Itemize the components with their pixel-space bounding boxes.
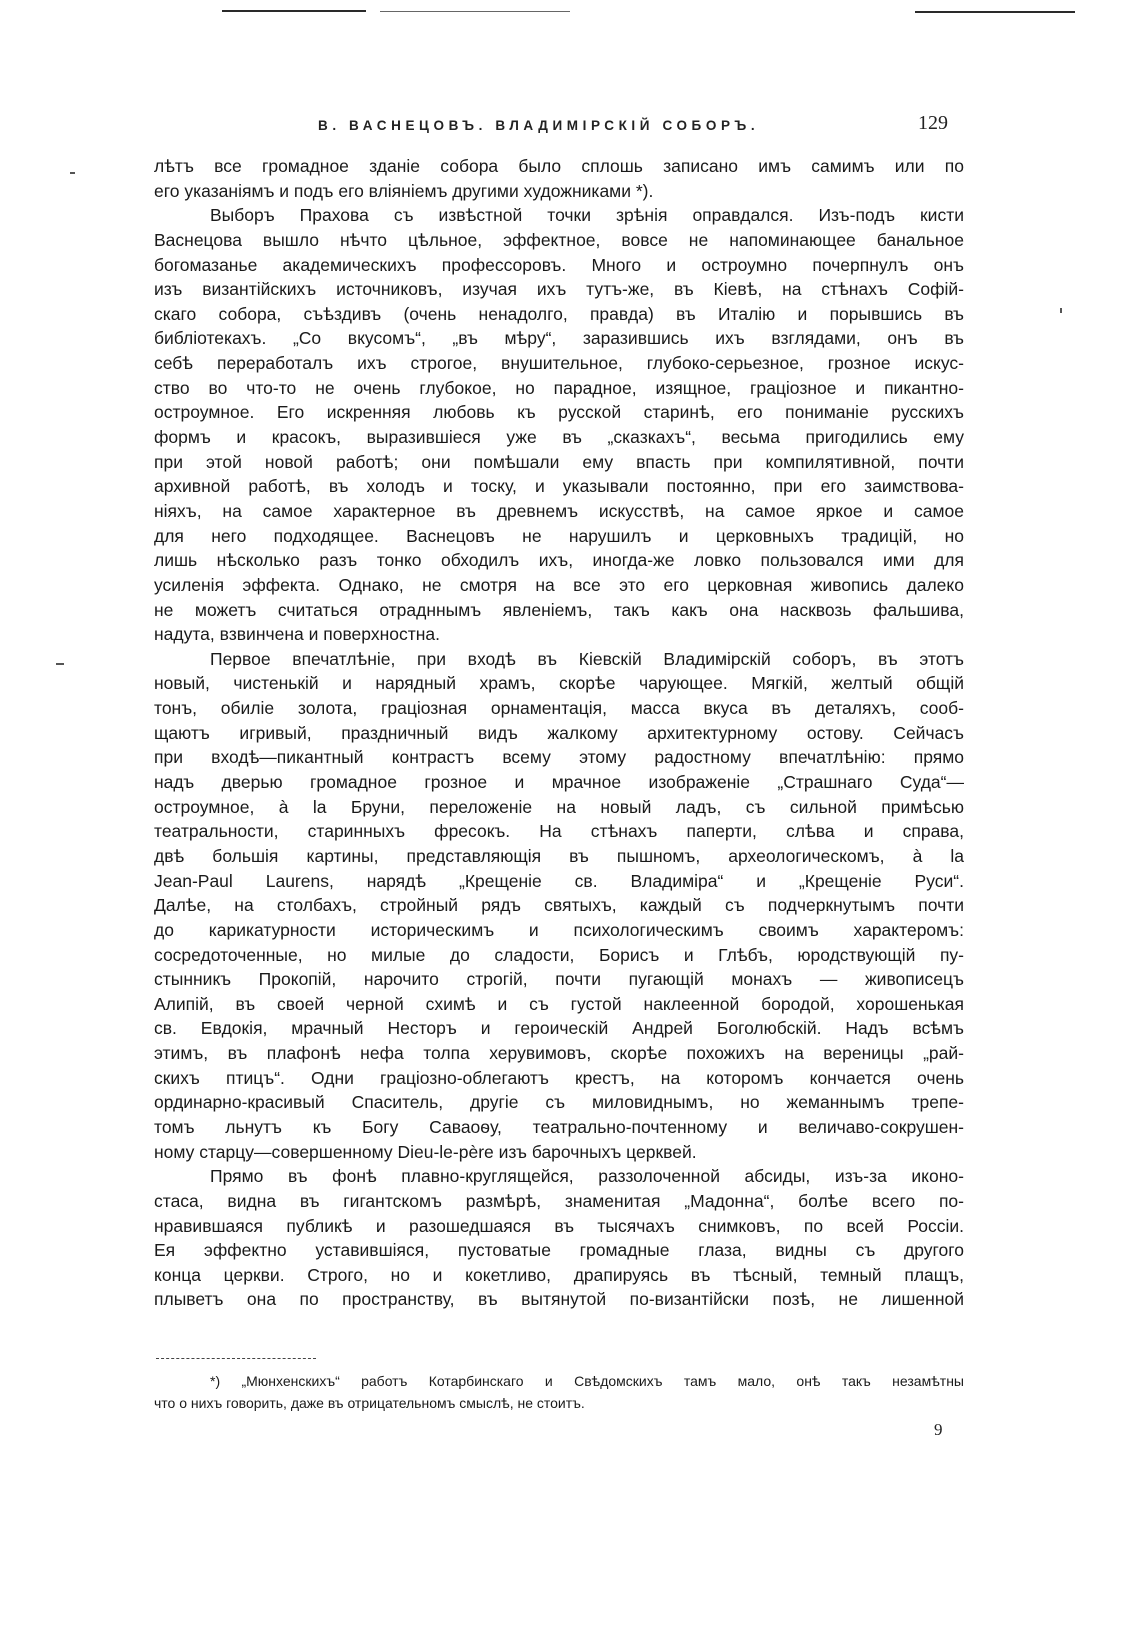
body-text <box>154 154 964 1312</box>
text-line: при этой новой работѣ; они помѣшали ему впасть при компилятивной, почти <box>154 451 964 472</box>
text-line: ординарно-красивый Спаситель, другіе съ миловиднымъ, но жеманнымъ трепе- <box>154 1092 964 1113</box>
text-line: ство во что-то не очень глубокое, но парадное, изящное, граціозное и пикантно- <box>154 377 964 398</box>
text-line: Выборъ Прахова съ извѣстной точки зрѣнія оправдался. Изъ-подъ кисти <box>210 205 964 226</box>
text-line: надъ дверью громадное грозное и мрачное изображеніе „Страшнаго Суда“— <box>154 772 964 793</box>
text-line: этимъ, въ плафонѣ нефа толпа херувимовъ, скорѣе похожихъ на вереницы „рай- <box>154 1043 964 1064</box>
text-line: Прямо въ фонѣ плавно-круглящейся, раззолоченной абсиды, изъ-за иконо- <box>210 1166 964 1187</box>
text-line: остроумное, à la Бруни, переложеніе на новый ладъ, съ сильной примѣсью <box>154 796 964 817</box>
text-line: щаютъ игривый, праздничный видъ жалкому архитектурному остову. Сейчасъ <box>154 722 964 743</box>
footnote-separator <box>156 1358 316 1359</box>
text-line: не можетъ считаться отрадннымъ явленіемъ, такъ какъ она насквозь фальшива, <box>154 599 964 620</box>
text-line: театральности, старинныхъ фресокъ. На стѣнахъ паперти, слѣва и справа, <box>154 821 964 842</box>
text-line: конца церкви. Строго, но и кокетливо, драпируясь въ тѣсный, темный плащъ, <box>154 1264 964 1285</box>
text-line: библіотекахъ. „Со вкусомъ“, „въ мѣру“, заразившись ихъ взглядами, онъ въ <box>154 328 964 349</box>
text-line: для него подходящее. Васнецовъ не нарушилъ и церковныхъ традицій, но <box>154 525 964 546</box>
text-line: скихъ птицъ“. Одни граціозно-облегаютъ крестъ, на которомъ кончается очень <box>154 1067 964 1088</box>
text-line: формъ и красокъ, выразившіеся уже въ „сказкахъ“, весьма пригодились ему <box>154 427 964 448</box>
text-line: при входѣ—пикантный контрастъ всему этому радостному впечатлѣнію: прямо <box>154 747 964 768</box>
text-line: Алипій, въ своей черной схимѣ и съ густой наклеенной бородой, хорошенькая <box>154 993 964 1014</box>
margin-speck <box>56 663 64 665</box>
text-line: богомазанье академическихъ профессоровъ. Много и остроумно почерпнулъ онъ <box>154 254 964 275</box>
text-line: его указаніямъ и подъ его вліяніемъ другими художниками *). <box>154 180 654 201</box>
text-line: Далѣе, на столбахъ, стройный рядъ святыхъ, каждый съ подчеркнутымъ почти <box>154 895 964 916</box>
text-line: лѣтъ все громадное зданіе собора было сплошь записано имъ самимъ или по <box>154 156 964 176</box>
text-line: св. Евдокія, мрачный Несторъ и героическій Андрей Боголюбскій. Надъ всѣмъ <box>154 1018 964 1039</box>
printer-signature-mark: 9 <box>934 1420 943 1439</box>
text-line: тонъ, обиліе золота, граціозная орнаментація, масса вкуса въ деталяхъ, сооб- <box>154 698 964 719</box>
footnote-line: *) „Мюнхенскихъ“ работъ Котарбинскаго и Свѣдомскихъ тамъ мало, онѣ такъ незамѣтны <box>210 1373 964 1389</box>
text-line: Jean-Paul Laurens, нарядѣ „Крещеніе св. Владиміра“ и „Крещеніе Руси“. <box>154 870 964 891</box>
top-scan-rule-mid <box>380 11 570 12</box>
text-line: сосредоточенные, но милые до сладости, Борисъ и Глѣбъ, юродствующій пу- <box>154 944 964 965</box>
page-number: 129 <box>918 112 948 134</box>
top-scan-rule-right <box>915 11 1075 13</box>
text-line: Ея эффектно уставившіяся, пустоватые громадные глаза, видны съ другого <box>154 1240 964 1261</box>
text-line: стаса, видна въ гигантскомъ размѣрѣ, знаменитая „Мадонна“, болѣе всего по- <box>154 1190 964 1211</box>
text-line: ніяхъ, на самое характерное въ древнемъ искусствѣ, на самое яркое и самое <box>154 500 964 521</box>
text-line: стынникъ Прокопій, нарочито строгій, почти пугающій монахъ — живописецъ <box>154 969 964 990</box>
text-line: скаго собора, съѣздивъ (очень ненадолго, правда) въ Италію и порывшись въ <box>154 303 964 324</box>
margin-speck <box>1060 308 1062 313</box>
margin-speck <box>70 172 75 174</box>
text-line: Васнецова вышло нѣчто цѣльное, эффектное, вовсе не напоминающее банальное <box>154 229 964 250</box>
top-scan-rule-left <box>222 10 366 12</box>
text-line: изъ византійскихъ источниковъ, изучая ихъ тутъ-же, въ Кіевѣ, на стѣнахъ Софій- <box>154 279 964 300</box>
text-line: архивной работѣ, въ холодъ и тоску, и указывали постоянно, при его заимствова- <box>154 476 964 497</box>
text-line: новый, чистенькій и нарядный храмъ, скорѣе чарующее. Мягкій, желтый общій <box>154 673 964 694</box>
text-line: плыветъ она по пространству, въ вытянутой по-византійски позѣ, не лишенной <box>154 1289 964 1310</box>
text-line: ному старцу—совершенному Dieu-le-père изъ барочныхъ церквей. <box>154 1141 697 1162</box>
text-line: томъ льнутъ къ Богу Саваоѳу, театрально-почтенному и величаво-сокрушен- <box>154 1116 964 1137</box>
text-line: до карикатурности историческимъ и психологическимъ своимъ характеромъ: <box>154 919 964 940</box>
text-line: двѣ большія картины, представляющія въ пышномъ, археологическомъ, à la <box>154 845 964 866</box>
text-line: Первое впечатлѣніе, при входѣ въ Кіевскій Владимірскій соборъ, въ этотъ <box>210 648 964 669</box>
text-line: себѣ переработалъ ихъ строгое, внушительное, глубоко-серьезное, грозное искус- <box>154 353 964 374</box>
text-line: нравившаяся публикѣ и разошедшаяся въ тысячахъ снимковъ, по всей Россіи. <box>154 1215 964 1236</box>
text-line: надута, взвинчена и поверхностна. <box>154 624 440 645</box>
running-head: В. ВАСНЕЦОВЪ. ВЛАДИМІРСКІЙ СОБОРЪ. <box>318 118 760 133</box>
text-line: остроумное. Его искренняя любовь къ русской старинѣ, его пониманіе русскихъ <box>154 402 964 423</box>
footnote <box>154 1370 964 1414</box>
text-line: лишь нѣсколько разъ тонко обходилъ ихъ, иногда-же ловко пользовался ими для <box>154 550 964 571</box>
footnote-line: что о нихъ говорить, даже въ отрицательномъ смыслѣ, не стоитъ. <box>154 1395 585 1411</box>
text-line: усиленія эффекта. Однако, не смотря на все это его церковная живопись далеко <box>154 574 964 595</box>
